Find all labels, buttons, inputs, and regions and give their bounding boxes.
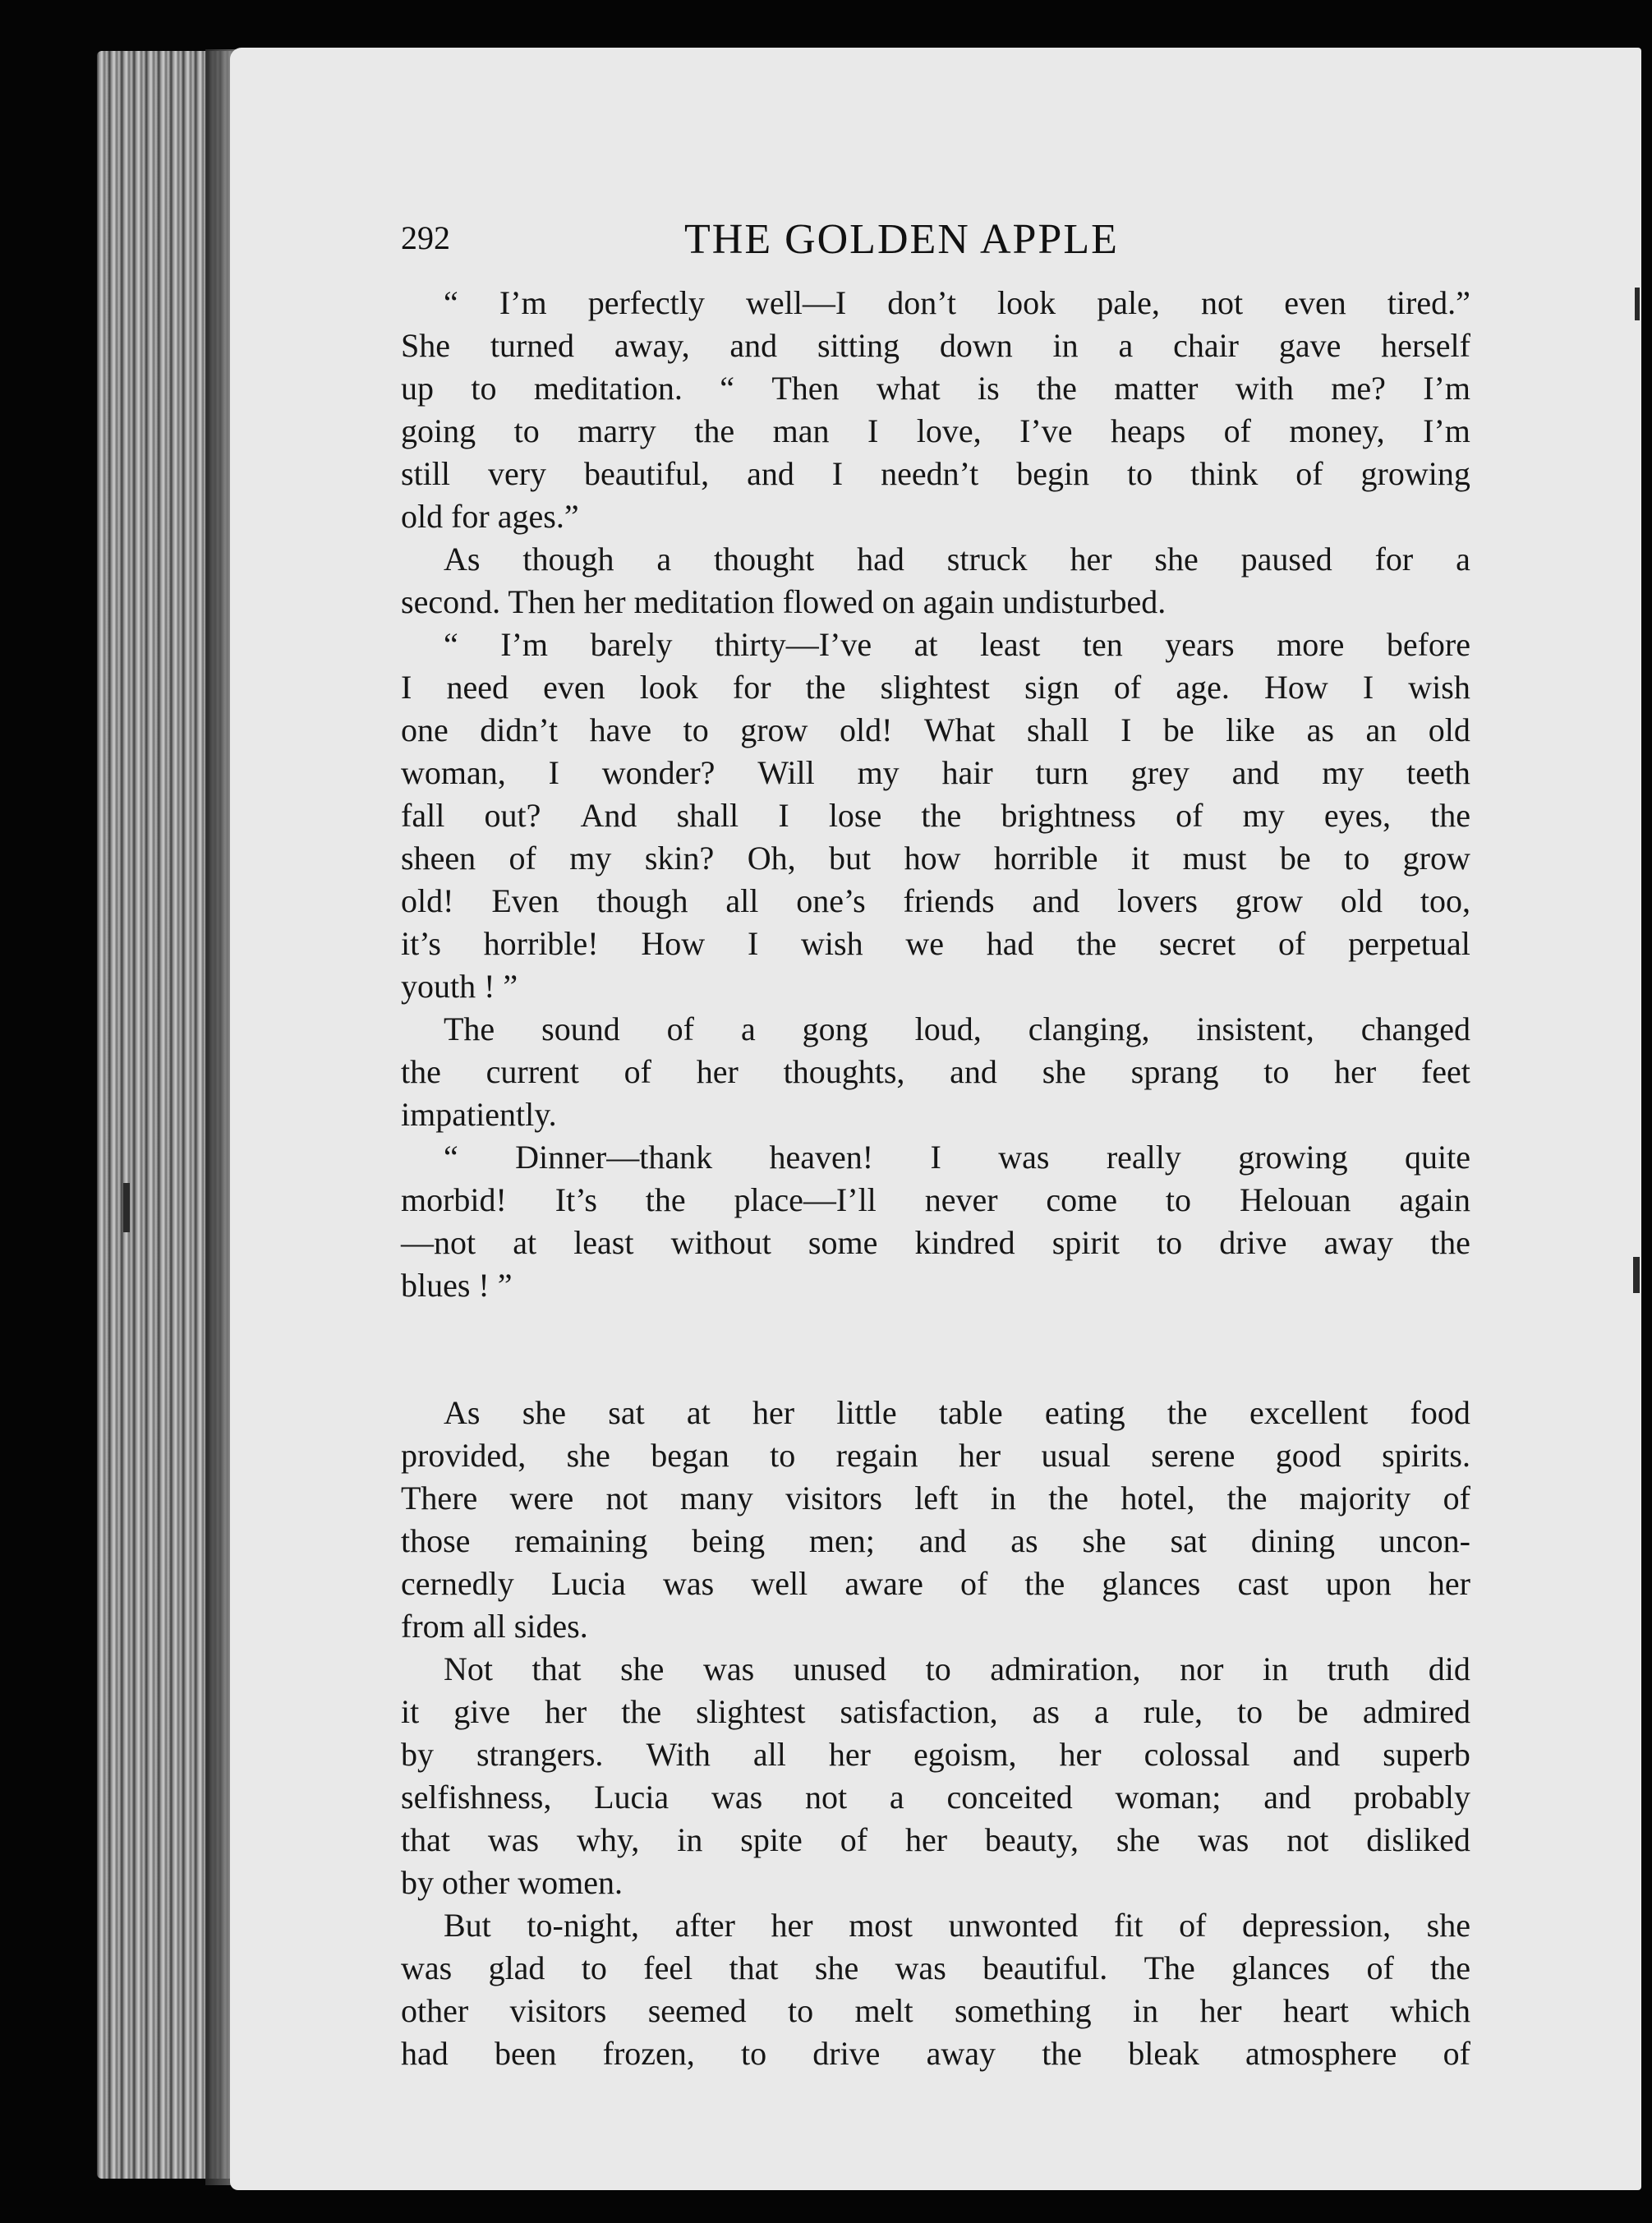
text-line: one didn’t have to grow old! What shall I be like as an old [401,711,1470,748]
text-line: “ I’m barely thirty—I’ve at least ten years more before [444,626,1470,663]
section-break [401,1307,1470,1392]
text-line: old for ages.” [401,498,579,535]
text-line: second. Then her meditation flowed on again undisturbed. [401,583,1167,620]
text-line: it’s horrible! How I wish we had the secret of perpetual [401,925,1470,962]
text-line: morbid! It’s the place—I’ll never come to Helouan again [401,1181,1470,1218]
paragraph [401,1648,1470,1904]
text-line: youth ! ” [401,968,518,1005]
text-line: old! Even though all one’s friends and lovers grow old too, [401,882,1470,919]
text-line: There were not many visitors left in the hotel, the majority of [401,1480,1470,1517]
text-line: blues ! ” [401,1267,513,1304]
paragraph [401,1392,1470,1648]
text-line: fall out? And shall I lose the brightness of my eyes, the [401,797,1470,834]
text-line: cernedly Lucia was well aware of the glances cast upon her [401,1565,1470,1602]
text-line: provided, she began to regain her usual serene good spirits. [401,1437,1470,1474]
text-line: by strangers. With all her egoism, her colossal and superb [401,1736,1470,1773]
text-line: impatiently. [401,1096,557,1133]
text-line: “ Dinner—thank heaven! I was really growing quite [444,1139,1470,1176]
paragraph [401,282,1470,538]
text-line: sheen of my skin? Oh, but how horrible it must be to grow [401,840,1470,877]
text-line: —not at least without some kindred spirit to drive away the [401,1224,1470,1261]
body-text [401,282,1470,2075]
text-line: But to-night, after her most unwonted fit of depression, she [444,1907,1470,1944]
text-line: had been frozen, to drive away the bleak atmosphere of [401,2035,1470,2072]
text-line: those remaining being men; and as she sat dining uncon- [401,1522,1470,1559]
text-line: other visitors seemed to melt something in her heart which [401,1992,1470,2029]
running-header [401,215,1469,273]
text-line: from all sides. [401,1608,588,1645]
margin-speck [123,1183,130,1232]
text-line: selfishness, Lucia was not a conceited woman; and probably [401,1779,1470,1816]
text-line: As though a thought had struck her she paused for a [444,541,1470,578]
text-line: “ I’m perfectly well—I don’t look pale, not even tired.” [444,284,1470,321]
text-line: Not that she was unused to admiration, nor in truth did [444,1650,1470,1687]
text-line: As she sat at her little table eating the excellent food [444,1394,1470,1431]
margin-speck [1633,1257,1640,1293]
paragraph [401,538,1470,624]
text-line: still very beautiful, and I needn’t begin to think of growing [401,455,1470,492]
paragraph [401,1008,1470,1136]
text-line: by other women. [401,1864,623,1901]
text-line: woman, I wonder? Will my hair turn grey and my teeth [401,754,1470,791]
text-line: She turned away, and sitting down in a chair gave herself [401,327,1470,364]
text-line: up to meditation. “ Then what is the matter with me? I’m [401,370,1470,407]
text-line: the current of her thoughts, and she sprang to her feet [401,1053,1470,1090]
text-line: The sound of a gong loud, clanging, insistent, changed [444,1010,1470,1047]
text-line: was glad to feel that she was beautiful. The glances of the [401,1949,1470,1986]
paragraph [401,1136,1470,1307]
text-line: it give her the slightest satisfaction, as a rule, to be admired [401,1693,1470,1730]
paragraph [401,1904,1470,2075]
running-title: THE GOLDEN APPLE [684,216,1119,263]
page-number: 292 [401,219,450,256]
margin-speck [1635,288,1640,320]
text-line: going to marry the man I love, I’ve heaps of money, I’m [401,412,1470,449]
paragraph [401,624,1470,1008]
text-line: that was why, in spite of her beauty, she was not disliked [401,1821,1470,1858]
text-line: I need even look for the slightest sign of age. How I wish [401,669,1470,706]
